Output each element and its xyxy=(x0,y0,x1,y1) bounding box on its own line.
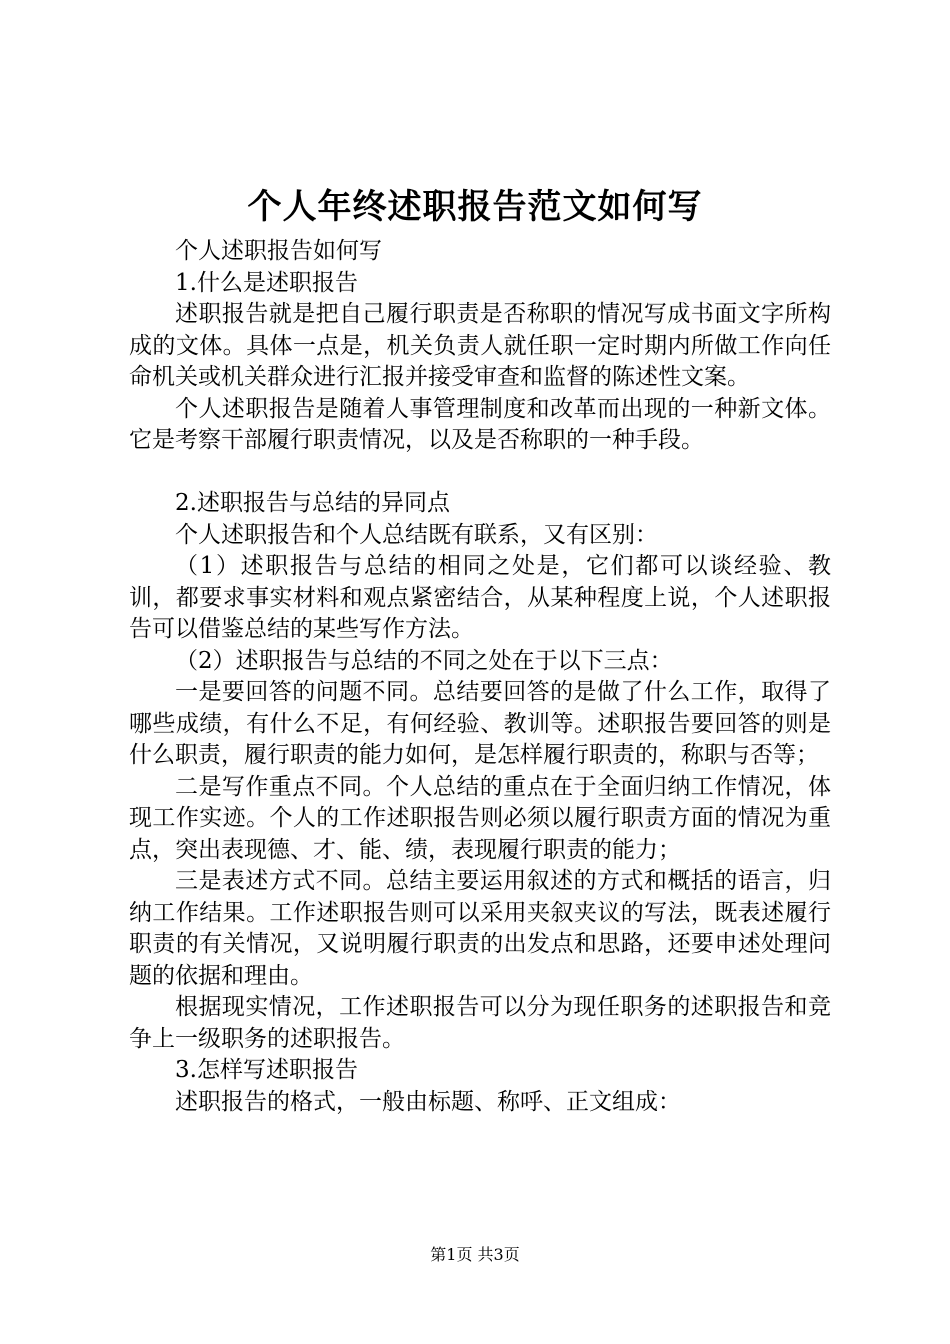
paragraph: 一是要回答的问题不同。总结要回答的是做了什么工作，取得了哪些成绩，有什么不足，有何经验、教训等。述职报告要回答的则是什么职责，履行职责的能力如何，是怎样履行职责的，称职与否等； xyxy=(129,679,831,768)
paragraph: （1）述职报告与总结的相同之处是，它们都可以谈经验、教训，都要求事实材料和观点紧密结合，从某种程度上说，个人述职报告可以借鉴总结的某些写作方法。 xyxy=(129,553,831,642)
paragraph: （2）述职报告与总结的不同之处在于以下三点： xyxy=(175,647,673,674)
paragraph: 二是写作重点不同。个人总结的重点在于全面归纳工作情况，体现工作实迹。个人的工作述职报告则必须以履行职责方面的情况为重点，突出表现德、才、能、绩，表现履行职责的能力； xyxy=(129,773,831,863)
paragraph: 根据现实情况，工作述职报告可以分为现任职务的述职报告和竞争上一级职务的述职报告。 xyxy=(129,994,831,1052)
paragraph: 三是表述方式不同。总结主要运用叙述的方式和概括的语言，归纳工作结果。工作述职报告则可以采用夹叙夹议的写法，既表述履行职责的有关情况，又说明履行职责的出发点和思路，还要申述处理问题的依据和理由。 xyxy=(129,868,831,989)
paragraph: 个人述职报告和个人总结既有联系，又有区别： xyxy=(175,521,658,548)
document-body xyxy=(129,236,831,1118)
section-heading-1: 1.什么是述职报告 xyxy=(175,269,358,296)
paragraph: 述职报告就是把自己履行职责是否称职的情况写成书面文字所构成的文体。具体一点是，机关负责人就任职一定时期内所做工作向任命机关或机关群众进行汇报并接受审查和监督的陈述性文案。 xyxy=(129,301,831,390)
section-heading-3: 3.怎样写述职报告 xyxy=(175,1057,358,1083)
document-title: 个人年终述职报告范文如何写 xyxy=(247,187,703,227)
paragraph: 述职报告的格式，一般由标题、称呼、正文组成： xyxy=(175,1088,681,1115)
page-footer: 第1页 共3页 xyxy=(430,1245,520,1264)
blank-line xyxy=(129,457,831,489)
paragraph: 个人述职报告是随着人事管理制度和改革而出现的一种新文体。它是考察干部履行职责情况，以及是否称职的一种手段。 xyxy=(129,395,831,453)
section-heading-2: 2.述职报告与总结的异同点 xyxy=(175,490,450,516)
paragraph-intro: 个人述职报告如何写 xyxy=(175,238,382,264)
